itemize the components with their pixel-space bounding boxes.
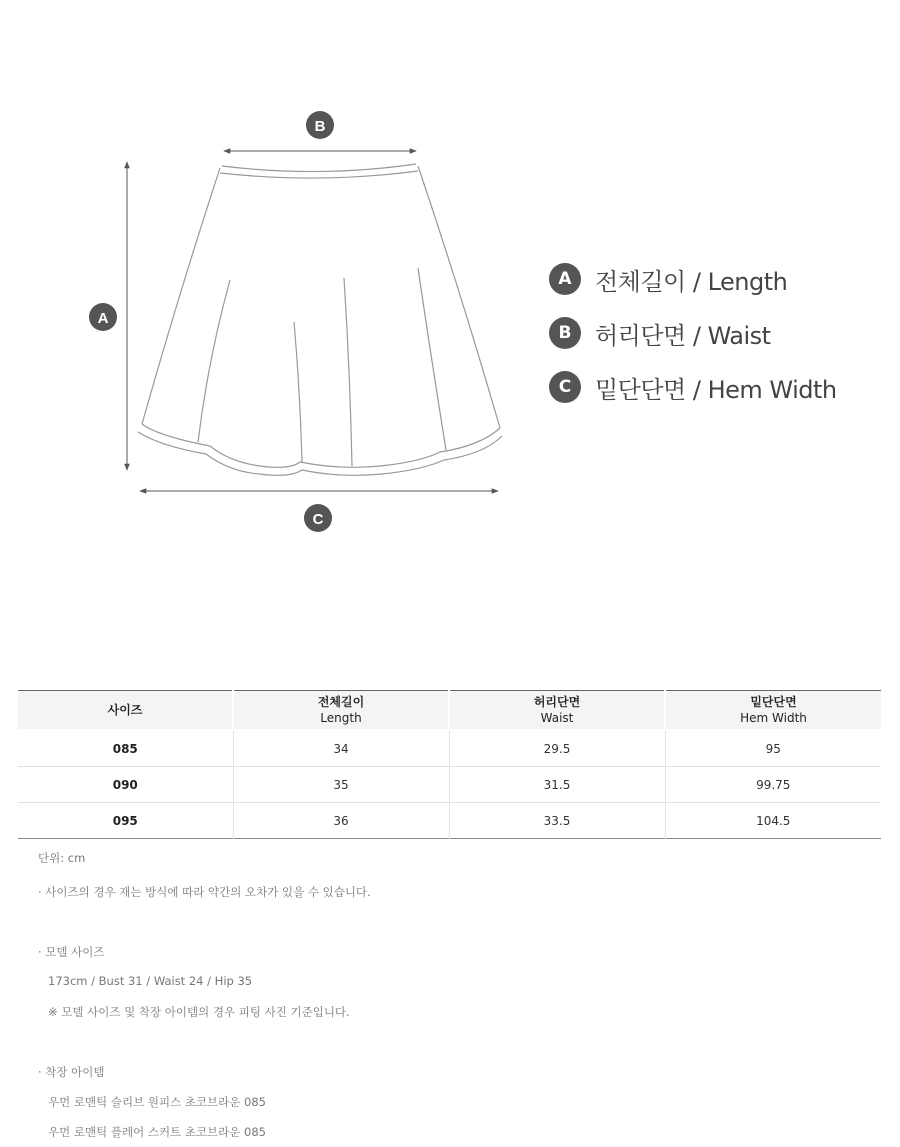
- badge-b: [306, 111, 334, 139]
- skirt-outline: [138, 164, 502, 475]
- cell-length: 36: [233, 803, 449, 839]
- legend-item-length: [549, 252, 837, 306]
- cell-size: 085: [18, 730, 233, 767]
- outfit-item: 우먼 로맨틱 슬리브 원피스 초코브라운 085: [48, 1095, 266, 1109]
- cell-size: 095: [18, 803, 233, 839]
- unit-note: 단위: cm: [38, 851, 86, 865]
- header-length: 전체길이 Length: [233, 691, 449, 731]
- legend-label-hem: 밑단단면 / Hem Width: [595, 375, 837, 404]
- svg-text:C: C: [312, 511, 324, 528]
- badge-c: [304, 504, 332, 532]
- size-table: [18, 690, 881, 839]
- cell-length: 35: [233, 767, 449, 803]
- cell-hem: 104.5: [665, 803, 881, 839]
- legend-badge-a: A: [549, 263, 581, 295]
- legend-badge-c: C: [549, 371, 581, 403]
- cell-hem: 95: [665, 730, 881, 767]
- cell-waist: 31.5: [449, 767, 665, 803]
- table-row: [18, 767, 881, 803]
- legend-item-waist: [549, 306, 837, 360]
- outfit-title: · 착장 아이템: [38, 1065, 105, 1079]
- cell-hem: 99.75: [665, 767, 881, 803]
- table-row: [18, 730, 881, 767]
- cell-length: 34: [233, 730, 449, 767]
- model-size-title: · 모델 사이즈: [38, 945, 105, 959]
- cell-waist: 29.5: [449, 730, 665, 767]
- model-size-note: ※ 모델 사이즈 및 착장 아이템의 경우 피팅 사진 기준입니다.: [48, 1005, 350, 1019]
- model-size-spec: 173cm / Bust 31 / Waist 24 / Hip 35: [48, 974, 253, 988]
- svg-text:A: A: [97, 310, 109, 327]
- table-row: [18, 803, 881, 839]
- header-hem: 밑단단면 Hem Width: [665, 691, 881, 731]
- badge-a: [89, 303, 117, 331]
- legend-label-length: 전체길이 / Length: [595, 267, 788, 296]
- legend-item-hem: [549, 360, 837, 414]
- measurement-legend: [549, 252, 837, 414]
- svg-text:B: B: [314, 118, 326, 135]
- cell-waist: 33.5: [449, 803, 665, 839]
- cell-size: 090: [18, 767, 233, 803]
- header-waist: 허리단면 Waist: [449, 691, 665, 731]
- outfit-item: 우먼 로맨틱 플레어 스커트 초코브라운 085: [48, 1125, 266, 1139]
- measure-note: · 사이즈의 경우 재는 방식에 따라 약간의 오차가 있을 수 있습니다.: [38, 885, 371, 899]
- legend-label-waist: 허리단면 / Waist: [595, 321, 771, 350]
- legend-badge-b: B: [549, 317, 581, 349]
- header-size: 사이즈: [18, 691, 233, 731]
- table-header-row: [18, 691, 881, 731]
